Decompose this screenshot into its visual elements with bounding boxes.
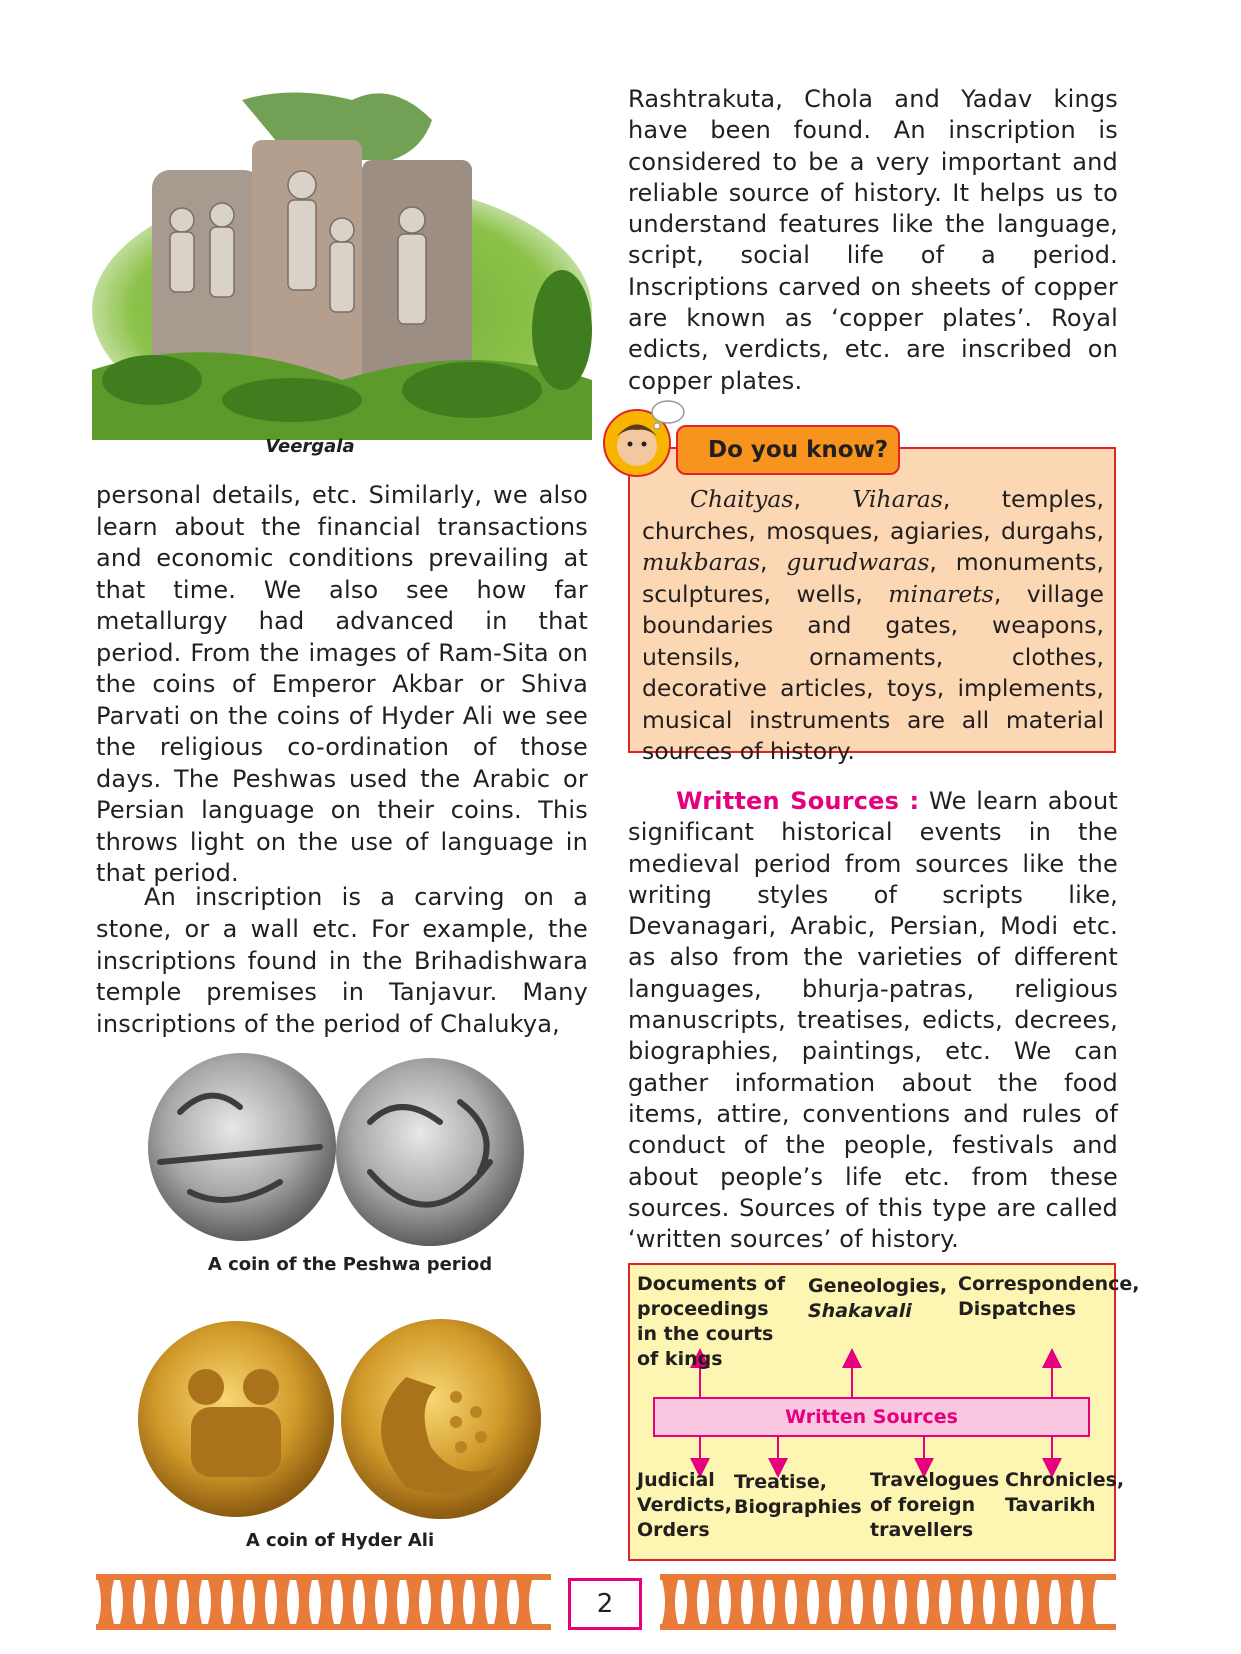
dyk-sep-1: ,: [793, 485, 853, 513]
dyk-text-1: , temples, churches, mosques, agiaries, durgahs,: [642, 485, 1104, 545]
page-number: 2: [568, 1578, 642, 1630]
dyk-sep-2: ,: [760, 548, 787, 576]
written-sources-bar: Written Sources: [653, 1397, 1090, 1437]
right-top-text: Rashtrakuta, Chola and Yadav kings have been found. An inscription is considered to be a very important and reliable source of history. It helps us to understand features like the language, script, social life of a period. Inscriptions carved on sheets of copper are known as ‘copper plates’. Royal edicts, verdicts, etc. are inscribed on copper plates.: [628, 85, 1118, 395]
left-paragraph-2: [96, 882, 588, 1041]
written-sources-body: We learn about significant historical events in the medieval period from sources like the writing styles of scripts like, Devanagari, Arabic, Persian, Modi etc. as also from the varieties of different languages, bhurja-patras, religious manuscripts, treatises, edicts, decrees, biographies, paintings, etc. We can gather information about the food items, attire, conventions and rules of conduct of the people, festivals and about people’s life etc. from these sources. Sources of this type are called ‘written sources’ of history.: [628, 787, 1118, 1254]
dyk-italic-viharas: Viharas: [852, 485, 943, 513]
diagram-top-correspondence: Correspondence, Dispatches: [958, 1273, 1140, 1320]
right-top-paragraph: [628, 84, 1118, 397]
dyk-text-2: , monuments, sculptures, wells,: [642, 548, 1104, 608]
footer-decoration-right: [660, 1574, 1116, 1630]
written-sources-heading: Written Sources :: [676, 787, 920, 815]
veergala-caption: Veergala: [265, 436, 355, 457]
diagram-top-court-documents: Documents of proceedings in the courts of kings: [637, 1273, 786, 1370]
peshwa-coin-caption: A coin of the Peshwa period: [207, 1254, 493, 1275]
hyder-ali-coin-caption: A coin of Hyder Ali: [245, 1530, 435, 1551]
veergala-illustration: [92, 80, 592, 440]
diagram-top-geneologies-line1: Geneologies,: [808, 1275, 948, 1297]
dyk-text-3: , village boundaries and gates, weapons, utensils, ornaments, clothes, decorative articles, toys, implements, musical instruments are all material sources of history.: [642, 579, 1104, 765]
do-you-know-text: [642, 484, 1104, 768]
dyk-italic-chaityas: Chaityas: [690, 485, 794, 513]
diagram-bottom-chronicles: Chronicles, Tavarikh: [1005, 1469, 1125, 1516]
diagram-bottom-treatise: Treatise, Biographies: [734, 1471, 862, 1518]
hyder-ali-coins-image: [136, 1317, 546, 1527]
left-paragraph-1: [96, 480, 588, 890]
dyk-italic-gurudwaras: gurudwaras: [786, 548, 930, 576]
diagram-bottom-travelogues: Travelogues of foreign travellers: [870, 1469, 1000, 1541]
diagram-bottom-judicial: Judicial Verdicts, Orders: [637, 1469, 732, 1541]
dyk-italic-minarets: minarets: [888, 579, 994, 608]
diagram-top-geneologies: [808, 1274, 948, 1324]
dyk-italic-mukbaras: mukbaras: [642, 548, 761, 576]
diagram-top-geneologies-line2: Shakavali: [808, 1300, 912, 1322]
left-text-1: personal details, etc. Similarly, we also learn about the financial transactions and economic conditions prevailing at that time. We also see how far metallurgy had advanced in that period. From the images of Ram-Sita on the coins of Emperor Akbar or Shiva Parvati on the coins of Hyder Ali we see the religious co-ordination of those days. The Peshwas used the Arabic or Persian language on their coins. This throws light on the use of language in that period.: [96, 481, 588, 887]
peshwa-coins-image: [140, 1052, 540, 1252]
left-text-2: An inscription is a carving on a stone, or a wall etc. For example, the inscriptions found in the Brihadishwara temple premises in Tanjavur. Many inscriptions of the period of Chalukya,: [96, 883, 588, 1039]
written-sources-paragraph: [628, 786, 1118, 1255]
do-you-know-title: Do you know?: [676, 425, 900, 475]
footer-decoration-left: [96, 1574, 551, 1630]
